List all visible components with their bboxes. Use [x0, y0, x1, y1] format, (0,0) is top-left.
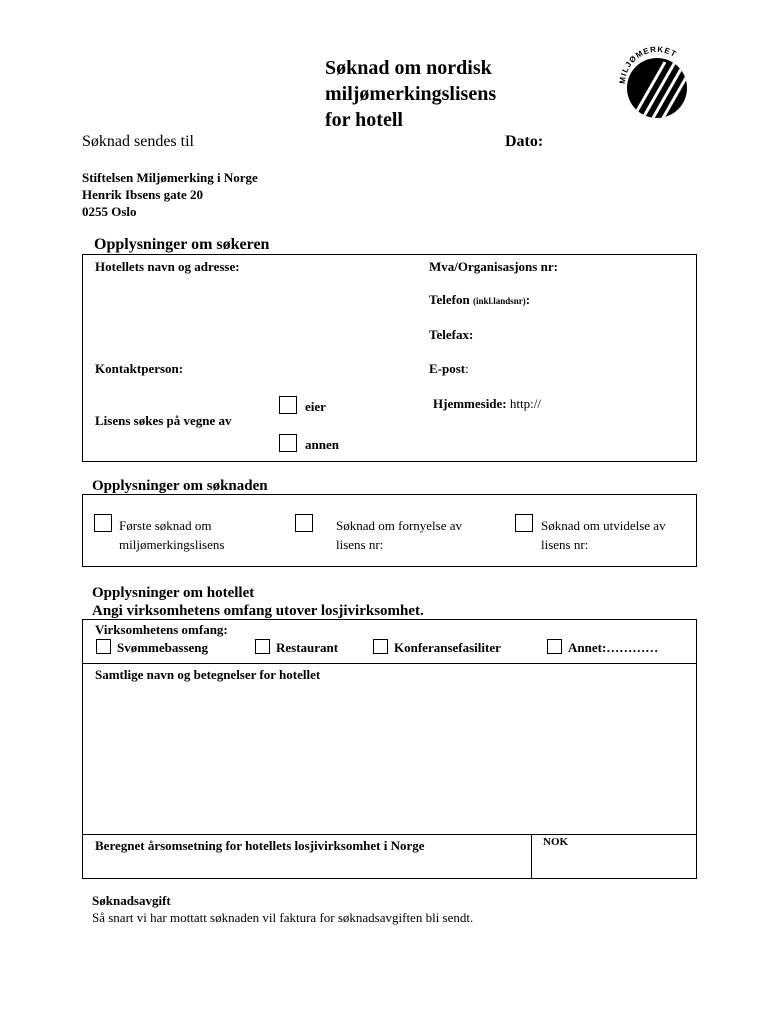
- email-field[interactable]: [429, 361, 469, 377]
- address-line-2: Henrik Ibsens gate 20: [82, 187, 203, 202]
- applicant-box: [82, 254, 697, 462]
- other-activity-checkbox[interactable]: [547, 639, 562, 654]
- other-activity-label: Annet:…………: [568, 640, 659, 655]
- fee-title: Søknadsavgift: [92, 893, 171, 908]
- email-label: E-post: [429, 361, 466, 376]
- renewal-checkbox[interactable]: [295, 514, 313, 532]
- title-line-2: miljømerkingslisens: [325, 83, 497, 105]
- restaurant-label: Restaurant: [276, 640, 339, 655]
- option1-line2: miljømerkingslisens: [119, 537, 225, 552]
- contact-label[interactable]: Kontaktperson:: [95, 361, 184, 376]
- first-application-label: [119, 516, 224, 554]
- phone-colon: :: [525, 292, 531, 307]
- hotel-names-label[interactable]: Samtlige navn og betegnelser for hotellet: [95, 667, 321, 682]
- phone-field[interactable]: [429, 292, 530, 308]
- homepage-field[interactable]: [433, 396, 541, 412]
- conference-label: Konferansefasiliter: [394, 640, 501, 655]
- extension-label: [541, 516, 666, 554]
- hotel-section-header: [92, 584, 424, 620]
- title-line-1: Søknad om nordisk: [325, 57, 492, 79]
- scope-label: Virksomhetens omfang:: [95, 622, 228, 637]
- hotel-box: [82, 619, 697, 879]
- fee-text: Så snart vi har mottatt søknaden vil faktura for søknadsavgiften bli sendt.: [92, 910, 474, 925]
- option1-line1: Første søknad om: [119, 518, 212, 533]
- page-title: [325, 55, 496, 133]
- license-behalf-label: Lisens søkes på vegne av: [95, 413, 232, 428]
- send-to-label: Søknad sendes til: [82, 133, 194, 150]
- logo-text: MILJØMERKET: [617, 44, 679, 85]
- title-line-3: for hotell: [325, 109, 403, 131]
- address-line-1: Stiftelsen Miljømerking i Norge: [82, 170, 258, 185]
- currency-label: NOK: [543, 836, 569, 848]
- applicant-section-title: Opplysninger om søkeren: [94, 236, 270, 253]
- nordic-swan-logo: [615, 42, 699, 126]
- pool-label: Svømmebasseng: [117, 640, 209, 655]
- phone-label: Telefon: [429, 292, 470, 307]
- application-box: [82, 494, 697, 567]
- renewal-label: [336, 516, 462, 554]
- address-block: [82, 169, 258, 220]
- names-divider: [83, 834, 696, 835]
- org-nr-label[interactable]: Mva/Organisasjons nr:: [429, 259, 558, 274]
- other-checkbox[interactable]: [279, 434, 297, 452]
- turnover-divider: [531, 834, 532, 878]
- hotel-section-subtitle: Angi virksomhetens omfang utover losjivirksomhet.: [92, 603, 424, 619]
- option3-line1: Søknad om utvidelse av: [541, 518, 666, 533]
- owner-checkbox[interactable]: [279, 396, 297, 414]
- hotel-section-title: Opplysninger om hotellet: [92, 585, 255, 601]
- option2-line2: lisens nr:: [336, 537, 384, 552]
- address-line-3: 0255 Oslo: [82, 204, 137, 219]
- homepage-value: http://: [509, 396, 541, 411]
- conference-checkbox[interactable]: [373, 639, 388, 654]
- pool-checkbox[interactable]: [96, 639, 111, 654]
- first-application-checkbox[interactable]: [94, 514, 112, 532]
- extension-checkbox[interactable]: [515, 514, 533, 532]
- turnover-label[interactable]: Beregnet årsomsetning for hotellets losjivirksomhet i Norge: [95, 838, 425, 853]
- homepage-label: Hjemmeside:: [433, 396, 507, 411]
- restaurant-checkbox[interactable]: [255, 639, 270, 654]
- fax-label[interactable]: Telefax:: [429, 327, 474, 342]
- other-label: annen: [305, 437, 339, 452]
- application-section-title: Opplysninger om søknaden: [92, 478, 268, 494]
- option2-line1: Søknad om fornyelse av: [336, 518, 463, 533]
- phone-note: (inkl.landsnr): [472, 296, 526, 306]
- email-colon: :: [465, 361, 469, 376]
- hotel-name-label[interactable]: Hotellets navn og adresse:: [95, 259, 240, 274]
- date-label: Dato:: [505, 133, 544, 150]
- scope-divider: [83, 663, 696, 664]
- option3-line2: lisens nr:: [541, 537, 589, 552]
- owner-label: eier: [305, 399, 326, 414]
